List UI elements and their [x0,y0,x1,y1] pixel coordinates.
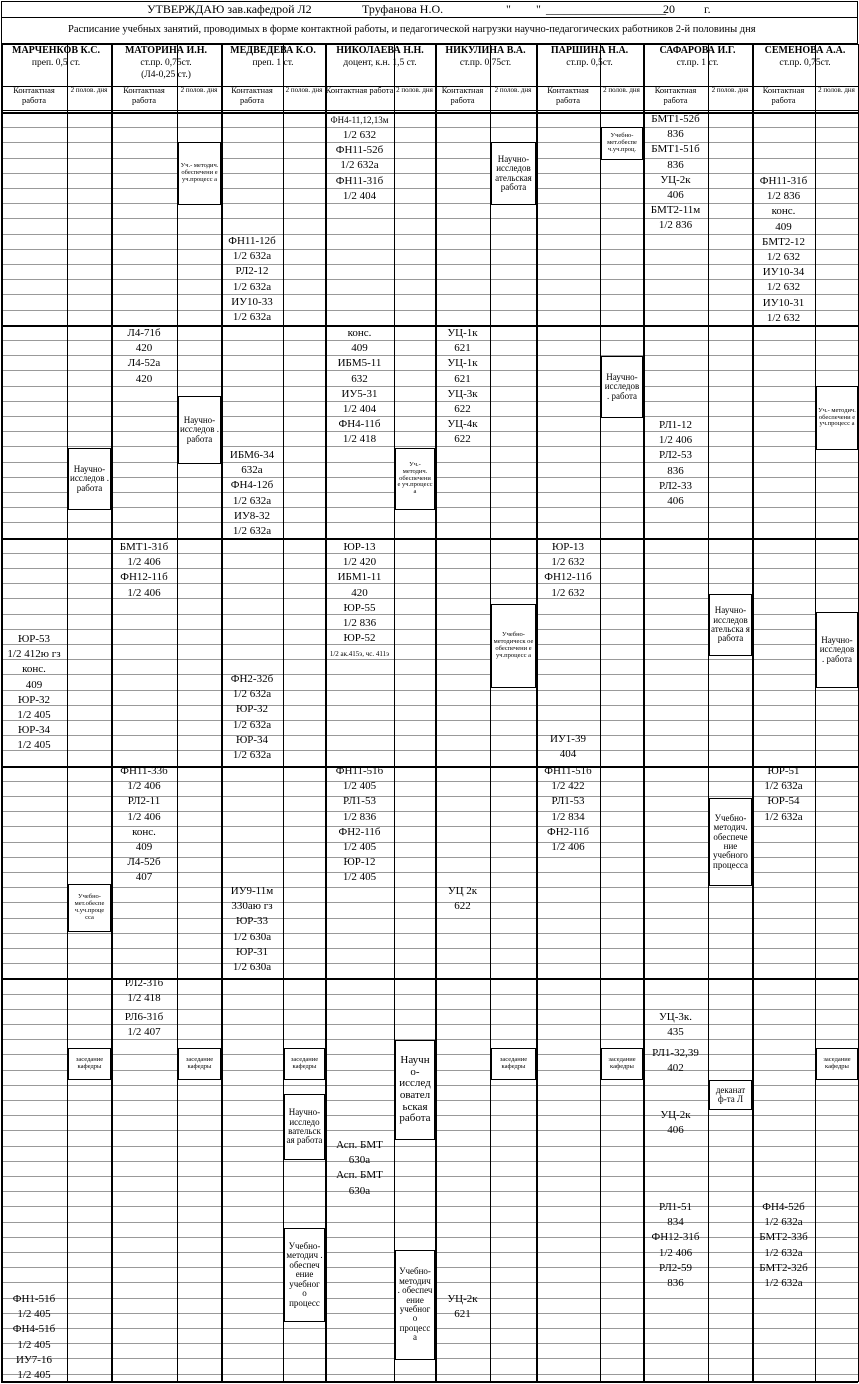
note-methodical: Уч.- методич. обеспечени е уч.процесс а [816,386,858,450]
schedule-cell: 1/2 836 [766,190,801,203]
schedule-cell: УЦ-2к [447,1293,478,1305]
column-line [643,44,645,1382]
row-line [1,735,858,736]
approval-label: УТВЕРЖДАЮ зав.кафедрой Л2 [147,2,312,16]
row-line [1,1222,858,1223]
schedule-cell: ИУ10-34 [762,266,805,279]
teacher-name: СЕМЕНОВА А.А. [764,45,846,56]
row-line [1,674,858,675]
schedule-cell: ЮР-32 [235,703,269,716]
schedule-cell: 1/2 405 [17,709,51,721]
row-line [1,446,858,447]
schedule-cell: 1/2 406 [127,780,161,793]
teacher-position: ст.пр. 0,5ст. [566,58,613,68]
schedule-cell: 836 [667,464,684,477]
schedule-cell: ФН11-51б [335,765,384,777]
schedule-cell: РЛ2-31б [124,977,164,989]
schedule-cell: РЛ2-53 [659,449,692,462]
row-line [1,1206,858,1207]
schedule-cell: 1/2 407 [127,1026,161,1039]
schedule-cell: ЮР-33 [235,915,269,928]
schedule-cell: 1/2 632 [551,586,585,599]
approval-head: Труфанова Н.О. [362,2,444,16]
schedule-cell: ЮР-13 [551,541,585,553]
schedule-cell: ФН12-11б [544,571,592,584]
schedule-cell: ФН1-51б [12,1293,56,1305]
note-methodical: Учебно- методич . обеспеч ение учебног о процесс [284,1228,325,1322]
schedule-cell: ЮР-13 [343,541,376,553]
col-contact-header: Контактная работа [325,85,394,95]
teacher-name: НИКУЛИНА В.А. [445,45,526,56]
schedule-cell: 630а [348,1154,371,1167]
note-department-meeting: заседание кафедры [601,1048,643,1080]
row-line [1,1146,858,1147]
note-research: Научно- исследо вательск ая работа [284,1094,325,1160]
schedule-cell: БМТ1-51б [651,143,700,156]
schedule-cell: РЛ1-12 [659,419,692,431]
day-separator [1,112,858,114]
schedule-cell: УЦ-2к [660,1109,691,1121]
schedule-cell: УЦ-2к [660,173,691,186]
teacher-position-extra: (Л4-0,25 ст.) [141,70,191,80]
schedule-cell: ФН11-12б [228,235,276,247]
row-line [1,218,858,219]
schedule-cell: 836 [667,158,684,171]
schedule-cell: ИУ10-33 [231,295,273,308]
schedule-cell: 622 [454,433,471,446]
schedule-cell: УЦ-3к. [659,1011,692,1023]
schedule-cell: 1/2 405 [342,780,377,793]
col-contact-header: Контактная работа [547,85,589,105]
schedule-cell: 420 [135,342,153,355]
schedule-cell: ФН11-52б [335,144,384,157]
row-line [1,963,858,964]
note-research: Научно- исследов . работа [178,396,221,464]
schedule-cell: ИУ1-39 [550,733,586,745]
approval-quote-close: " [536,2,541,16]
row-line [1,203,858,204]
schedule-cell: 1/2 412ю гз [7,648,61,661]
schedule-cell: 1/2 632 [551,556,585,569]
row-line [1,158,858,159]
row-line [1,249,858,250]
schedule-cell: ИУ10-31 [762,296,805,309]
schedule-cell: 621 [454,342,471,355]
note-research: Научно- исследов ательская работа [491,142,536,205]
note-department-meeting: заседание кафедры [491,1048,536,1080]
schedule-cell: ФН12-31б [651,1231,700,1244]
schedule-cell: БМТ1-52б [651,113,700,125]
schedule-cell: Л4-71б [127,327,161,339]
row-line [1,127,858,128]
schedule-cell: 1/2 ак.415э, чс. 411э [329,650,390,658]
schedule-cell: РЛ6-31б [124,1011,164,1023]
schedule-cell: 1/2 418 [342,433,377,446]
col-half-day-header: 2 полов. дня [711,86,749,94]
row-line [1,887,858,888]
schedule-cell: ИБМ6-34 [229,449,275,461]
schedule-cell: 1/2 406 [658,1246,693,1259]
row-line [1,264,858,265]
col-contact-header: Контактная работа [231,85,273,105]
column-line [815,44,816,1382]
teacher-name: МАТОРИНА И.Н. [124,45,208,56]
schedule-cell: УЦ-1к [447,327,478,339]
schedule-cell: 632 [351,372,368,385]
schedule-cell: РЛ1-32,39 [652,1047,699,1059]
col-half-day-header: 2 полов. дня [70,86,108,94]
schedule-cell: 1/2 405 [17,739,51,752]
row-line [1,553,858,554]
col-contact-header: Контактная работа [654,85,697,105]
column-line [111,44,113,1382]
schedule-cell: 621 [454,1308,471,1321]
note-methodical: Учебно- методич . обеспеч ение учебног о процесс а [395,1250,435,1360]
schedule-cell: 1/2 405 [17,1369,51,1381]
schedule-cell: БМТ2-12 [762,235,805,248]
schedule-cell: 1/2 632а [764,1277,803,1289]
schedule-cell: РЛ1-53 [343,795,376,808]
schedule-cell: 1/2 630а [232,930,272,943]
schedule-cell: конс. [771,205,796,218]
row-line [1,522,858,523]
row-line [1,918,858,919]
schedule-cell: 1/2 406 [127,556,161,569]
schedule-cell: 1/2 632а [232,525,272,537]
schedule-cell: ФН2-11б [338,825,381,838]
row-line [1,431,858,432]
teacher-position: ст.пр. 0,75ст. [459,58,512,68]
schedule-cell: ФН11-51б [544,765,592,777]
day-separator [1,538,858,540]
note-department-meeting: заседание кафедры [178,1048,221,1080]
approval-year: 20 [663,2,675,16]
schedule-cell: Л4-52а [127,357,161,370]
schedule-cell: ЮР-54 [767,795,800,808]
schedule-cell: ЮР-31 [235,945,269,958]
schedule-cell: 420 [135,372,153,385]
note-research: Научно- исследов . работа [68,448,111,510]
note-research: Научно- исследов ательска я работа [709,594,752,656]
schedule-cell: 1/2 632 [766,311,801,324]
schedule-cell: 1/2 630а [232,961,272,973]
schedule-cell: РЛ1-51 [659,1201,692,1213]
teacher-name: ПАРШИНА Н.А. [550,45,629,56]
schedule-cell: УЦ-4к [447,418,478,431]
schedule-cell: ИУ9-11м [230,885,274,897]
note-department-meeting: заседание кафедры [284,1048,325,1080]
schedule-cell: ФН4-11б [338,418,381,431]
schedule-cell: 1/2 632а [232,749,272,761]
note-research: Научн о- исслед овател ьская работа [395,1040,435,1140]
schedule-cell: ИУ8-32 [234,509,270,522]
schedule-cell: ИБМ5-11 [337,357,382,370]
row-line [1,690,858,691]
column-line [708,44,709,1382]
schedule-cell: БМТ2-32б [759,1261,808,1274]
page-subtitle: Расписание учебных занятий, проводимых в форме контактной работы, и педагогической нагрузки научно-педагогических работников 2-й половины дня [68,24,756,35]
schedule-cell: 1/2 632 [766,251,801,263]
schedule-cell: ФН11-33б [120,765,168,777]
teacher-position: ст.пр. 1 ст. [676,58,719,68]
schedule-cell: 1/2 632а [232,494,272,507]
row-line [1,750,858,751]
column-line [394,44,395,1382]
schedule-cell: 1/2 632а [764,1246,803,1259]
schedule-cell: ФН4-11,12,13м [330,115,389,125]
row-line [1,1024,858,1025]
schedule-cell: 1/2 834 [551,810,585,823]
row-line [1,173,858,174]
schedule-cell: 632а [241,464,263,477]
row-line [1,386,858,387]
schedule-cell: ИУ7-16 [16,1353,52,1366]
schedule-cell: 402 [667,1062,684,1075]
column-line [283,44,284,1382]
schedule-cell: 622 [454,900,471,913]
schedule-cell: ФН2-32б [230,673,274,685]
schedule-cell: Асп. БМТ [336,1169,383,1182]
schedule-cell: 836 [667,1277,684,1289]
col-half-day-header: 2 полов. дня [180,86,218,94]
note-methodical: Учебно- мет.обеспе ч.уч.проце сса [68,884,111,932]
schedule-cell: 1/2 405 [17,1338,51,1351]
schedule-cell: 409 [351,342,368,355]
schedule-cell: 409 [25,678,43,691]
column-line [67,44,68,1382]
schedule-cell: 1/2 836 [342,810,377,823]
schedule-cell: 1/2 632а [764,780,803,793]
schedule-cell: 330аю гз [231,900,273,913]
header-line [1,110,858,111]
col-half-day-header: 2 полов. дня [818,86,855,94]
approval-line: ____________________ [546,2,666,16]
note-research: Научно- исследов . работа [816,612,858,688]
row-line [1,401,858,402]
note-department-meeting: заседание кафедры [68,1048,111,1080]
column-line [435,44,437,1382]
schedule-cell: 1/2 632а [764,1216,803,1229]
approval-g: г. [704,2,711,16]
schedule-cell: 409 [135,841,153,853]
schedule-cell: 1/2 406 [127,586,161,599]
schedule-cell: ИБМ1-11 [337,571,382,584]
row-line [1,720,858,721]
col-contact-header: Контактная работа [123,85,165,105]
schedule-cell: УЦ 2к [447,885,478,897]
schedule-cell: 1/2 632а [232,688,272,701]
schedule-cell: ФН4-51б [12,1323,56,1336]
schedule-cell: 1/2 405 [342,841,377,853]
schedule-cell: 1/2 632а [764,810,803,823]
schedule-cell: ЮР-34 [17,724,51,737]
column-line [490,44,491,1382]
teacher-position: ст.пр. 0,75ст. [779,58,831,68]
schedule-cell: 1/2 632а [232,311,272,323]
col-contact-header: Контактная работа [762,85,805,105]
schedule-cell: 407 [135,871,153,884]
schedule-cell: РЛ2-59 [659,1261,692,1274]
schedule-cell: 1/2 405 [342,871,377,884]
column-line [536,44,538,1382]
schedule-cell: Асп. БМТ [336,1139,383,1151]
teacher-position: доцент, к.н. 1,5 ст. [343,58,417,68]
schedule-cell: ЮР-55 [343,601,376,614]
schedule-cell: 621 [454,372,471,385]
teacher-name: САФАРОВА И.Г. [659,45,736,56]
row-line [1,902,858,903]
teacher-position: преп. 0,5 ст. [31,58,81,68]
schedule-cell: 622 [454,403,471,415]
note-dean-office: деканат ф-та Л [709,1080,752,1110]
schedule-cell: РЛ2-11 [127,795,161,808]
schedule-cell: ЮР-34 [235,733,269,746]
schedule-cell: ИУ5-31 [341,387,378,400]
schedule-cell: 834 [667,1216,684,1229]
schedule-cell: 1/2 406 [551,841,585,853]
schedule-cell: БМТ2-11м [650,204,701,217]
row-line [1,294,858,295]
schedule-cell: 836 [667,128,684,141]
row-line [1,416,858,417]
note-research: Научно- исследов . работа [601,356,643,418]
schedule-cell: РЛ1-53 [551,795,585,808]
schedule-cell: ЮР-52 [343,632,376,645]
schedule-cell: 409 [775,220,792,233]
teacher-position: преп. 1 ст. [252,58,294,68]
row-line [1,1009,858,1010]
row-line [1,279,858,280]
teacher-name: МАРЧЕНКОВ К.С. [12,45,100,56]
schedule-cell: УЦ-1к [447,357,478,370]
col-contact-header: Контактная работа [441,85,484,105]
schedule-cell: 404 [559,748,577,761]
row-line [1,705,858,706]
schedule-cell: РЛ2-12 [235,265,269,278]
col-half-day-header: 2 полов. дня [494,86,532,94]
teacher-position: ст.пр. 0,75ст. [140,58,192,68]
col-contact-header: Контактная работа [13,85,55,105]
schedule-cell: 1/2 420 [342,556,377,569]
schedule-cell: РЛ2-33 [659,479,692,492]
row-line [1,1374,858,1375]
schedule-cell: ФН4-12б [230,479,274,492]
row-line [1,1161,858,1162]
column-line [177,44,178,1382]
row-line [1,310,858,311]
bottom-border [1,1381,858,1383]
note-methodical: Уч.- методич. обеспечени е уч.процесс а [178,142,221,205]
row-line [1,234,858,235]
schedule-cell: ФН2-11б [547,825,589,838]
schedule-cell: ЮР-51 [767,765,800,777]
schedule-cell: 1/2 632а [232,718,272,731]
teacher-name: МЕДВЕДЕВА К.О. [230,45,316,56]
schedule-cell: 435 [667,1026,684,1039]
column-line [600,44,601,1382]
schedule-cell: ФН4-52б [762,1201,805,1213]
note-department-meeting: заседание кафедры [816,1048,858,1080]
note-methodical: Уч.- методич. обеспечени е уч.процесс а [395,448,435,510]
schedule-cell: 1/2 418 [127,992,161,1005]
teacher-name: НИКОЛАЕВА Н.Н. [336,45,424,56]
schedule-cell: 1/2 406 [127,810,161,823]
schedule-cell: ЮР-12 [343,856,376,869]
schedule-cell: 1/2 405 [17,1308,51,1321]
row-line [1,370,858,371]
schedule-cell: 420 [351,586,368,599]
row-line [1,1191,858,1192]
schedule-cell: 1/2 836 [658,219,693,232]
row-line [1,948,858,949]
schedule-cell: ФН11-31б [759,175,808,187]
schedule-cell: Л4-52б [127,856,161,869]
row-line [1,1237,858,1238]
row-line [1,933,858,934]
schedule-cell: ФН11-31б [335,174,384,187]
row-line [1,659,858,660]
schedule-cell: 630а [348,1184,371,1197]
row-line [1,355,858,356]
schedule-cell: конс. [22,663,46,676]
note-methodical: Учебно- мет.обеспе ч.уч.проц. [601,127,643,160]
col-half-day-header: 2 полов. дня [396,86,433,94]
schedule-cell: 1/2 836 [342,617,377,629]
schedule-cell: 1/2 404 [342,189,377,202]
row-line [1,188,858,189]
col-half-day-header: 2 полов. дня [285,86,323,94]
schedule-cell: БМТ1-31б [119,541,169,553]
schedule-cell: 1/2 406 [658,434,693,447]
schedule-cell: 1/2 632 [766,281,801,294]
row-line [1,340,858,341]
schedule-cell: конс. [347,327,372,339]
schedule-cell: 1/2 632а [232,250,272,263]
schedule-cell: 1/2 422 [551,780,585,793]
schedule-cell: 1/2 404 [342,403,377,415]
schedule-cell: БМТ2-33б [759,1231,808,1244]
schedule-cell: 1/2 632а [340,159,379,172]
col-half-day-header: 2 полов. дня [603,86,640,94]
row-line [1,142,858,143]
schedule-cell: 406 [667,1124,684,1137]
note-methodical: Учебно- методич. обеспече ние учебного процесса [709,798,752,886]
schedule-cell: ЮР-53 [17,633,51,645]
schedule-cell: 1/2 632а [232,280,272,293]
schedule-cell: 406 [667,495,684,507]
row-line [1,1176,858,1177]
schedule-cell: 1/2 632 [342,129,377,141]
note-methodical: Учебно- методическ ое обеспечени е уч.процесс а [491,604,536,688]
approval-quote-open: " [506,2,511,16]
schedule-cell: 406 [667,189,684,201]
schedule-cell: ЮР-32 [17,693,51,706]
schedule-cell: УЦ-3к [447,387,478,400]
schedule-cell: ФН12-11б [120,571,168,584]
schedule-cell: конс. [132,825,156,838]
